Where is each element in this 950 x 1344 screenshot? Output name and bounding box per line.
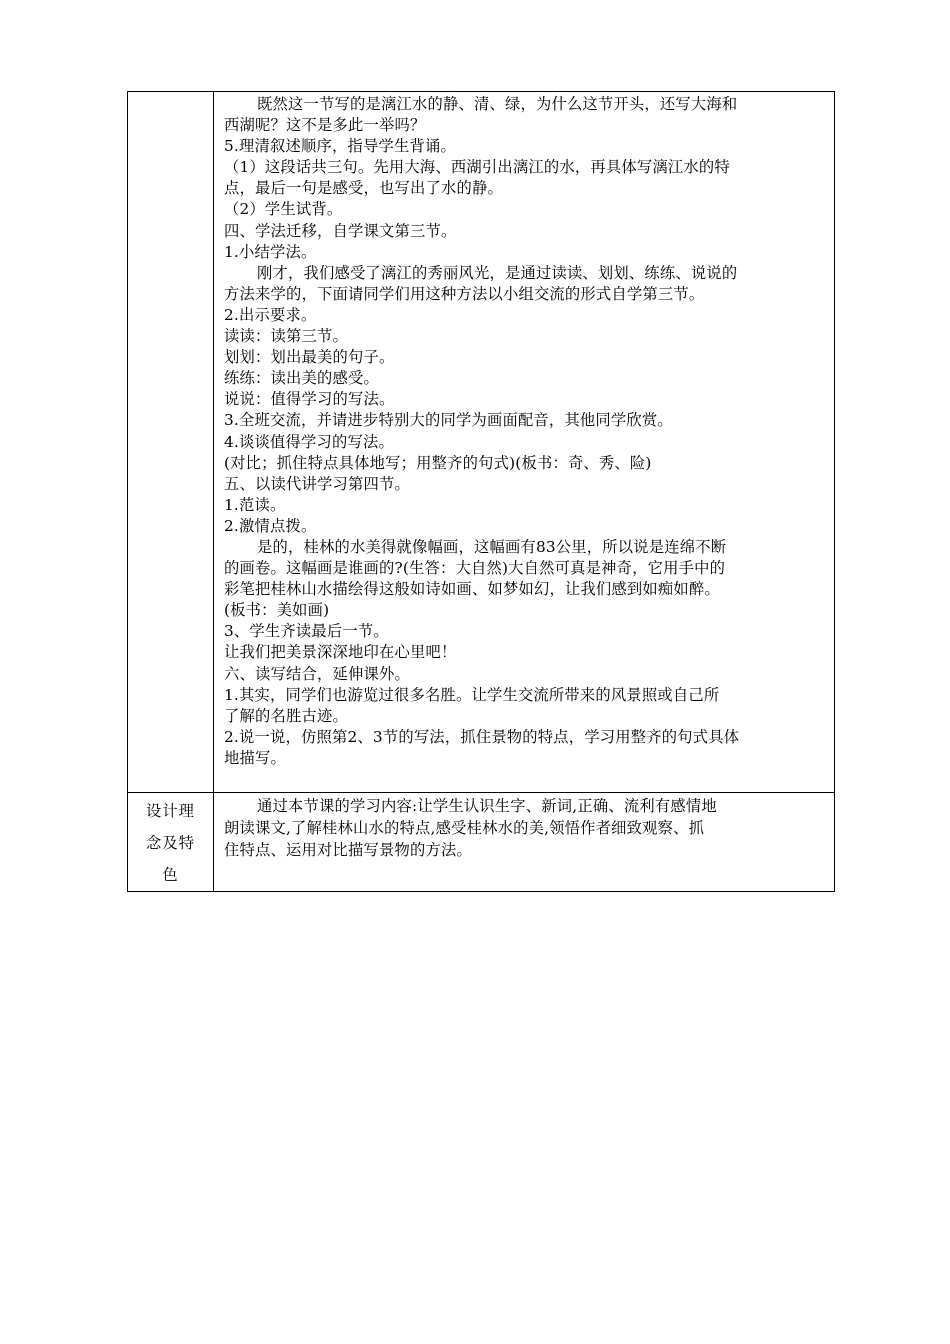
text-line: （2）学生试背。 [224, 200, 343, 219]
text-line: 朗读课文,了解桂林山水的特点,感受桂林水的美,领悟作者细致观察、抓 [224, 819, 705, 837]
text-line: 3.全班交流，并请进步特别大的同学为画面配音，其他同学欣赏。 [224, 411, 673, 430]
teaching-process-content [214, 92, 835, 793]
text-line: 1.其实，同学们也游览过很多名胜。让学生交流所带来的风景照或自己所 [224, 685, 720, 704]
text-line: 2.出示要求。 [224, 305, 317, 324]
text-line: 是的，桂林的水美得就像幅画，这幅画有83公里，所以说是连绵不断 [257, 537, 727, 556]
design-concept-content [214, 793, 835, 892]
design-concept-label [128, 793, 214, 892]
text-line: 点，最后一句是感受，也写出了水的静。 [224, 179, 503, 198]
text-line: 说说：值得学习的写法。 [224, 390, 395, 409]
text-line: 既然这一节写的是漓江水的静、清、绿，为什么这节开头，还写大海和 [257, 95, 738, 113]
text-line: 四、学法迁移，自学课文第三节。 [224, 221, 457, 240]
label-line: 设计理 [146, 802, 195, 820]
text-line: 六、读写结合，延伸课外。 [224, 664, 410, 683]
text-line: 读读：读第三节。 [224, 327, 348, 346]
text-line: （1）这段话共三句。先用大海、西湖引出漓江的水，再具体写漓江水的特 [224, 158, 730, 177]
text-line: 5.理清叙述顺序，指导学生背诵。 [224, 137, 456, 156]
text-line: 2.激情点拨。 [224, 516, 317, 535]
text-line: 刚才，我们感受了漓江的秀丽风光，是通过读读、划划、练练、说说的 [257, 263, 738, 282]
text-line: 2.说一说，仿照第2、3节的写法，抓住景物的特点，学习用整齐的句式具体 [224, 727, 740, 746]
text-line: 的画卷。这幅画是谁画的?(生答：大自然)大自然可真是神奇，它用手中的 [224, 559, 726, 578]
text-line: 西湖呢？这不是多此一举吗？ [224, 116, 426, 135]
text-line: 1.范读。 [224, 495, 286, 514]
design-concept-row [128, 793, 835, 892]
text-line: 地描写。 [224, 748, 286, 767]
text-line: (对比；抓住特点具体地写；用整齐的句式)(板书：奇、秀、险) [224, 453, 652, 472]
label-line: 念及特 [146, 834, 195, 852]
text-line: 五、以读代讲学习第四节。 [224, 474, 410, 493]
text-line: 住特点、运用对比描写景物的方法。 [224, 841, 472, 859]
teaching-process-row [128, 92, 835, 793]
empty-label-cell [128, 92, 214, 793]
text-line: 4.谈谈值得学习的写法。 [224, 432, 394, 451]
text-line: 通过本节课的学习内容:让学生认识生字、新词,正确、流利有感情地 [257, 797, 717, 815]
lesson-plan-table [127, 91, 835, 892]
text-line: 了解的名胜古迹。 [224, 706, 348, 725]
text-line: 3、学生齐读最后一节。 [224, 622, 389, 641]
text-line: 让我们把美景深深地印在心里吧！ [224, 643, 457, 662]
text-line: 方法来学的，下面请同学们用这种方法以小组交流的形式自学第三节。 [224, 284, 705, 303]
label-line: 色 [162, 866, 179, 884]
text-line: (板书：美如画) [224, 601, 330, 620]
text-line: 划划：划出最美的句子。 [224, 348, 395, 367]
text-line: 彩笔把桂林山水描绘得这般如诗如画、如梦如幻，让我们感到如痴如醉。 [224, 580, 720, 599]
text-line: 1.小结学法。 [224, 242, 317, 261]
text-line: 练练：读出美的感受。 [224, 369, 379, 388]
